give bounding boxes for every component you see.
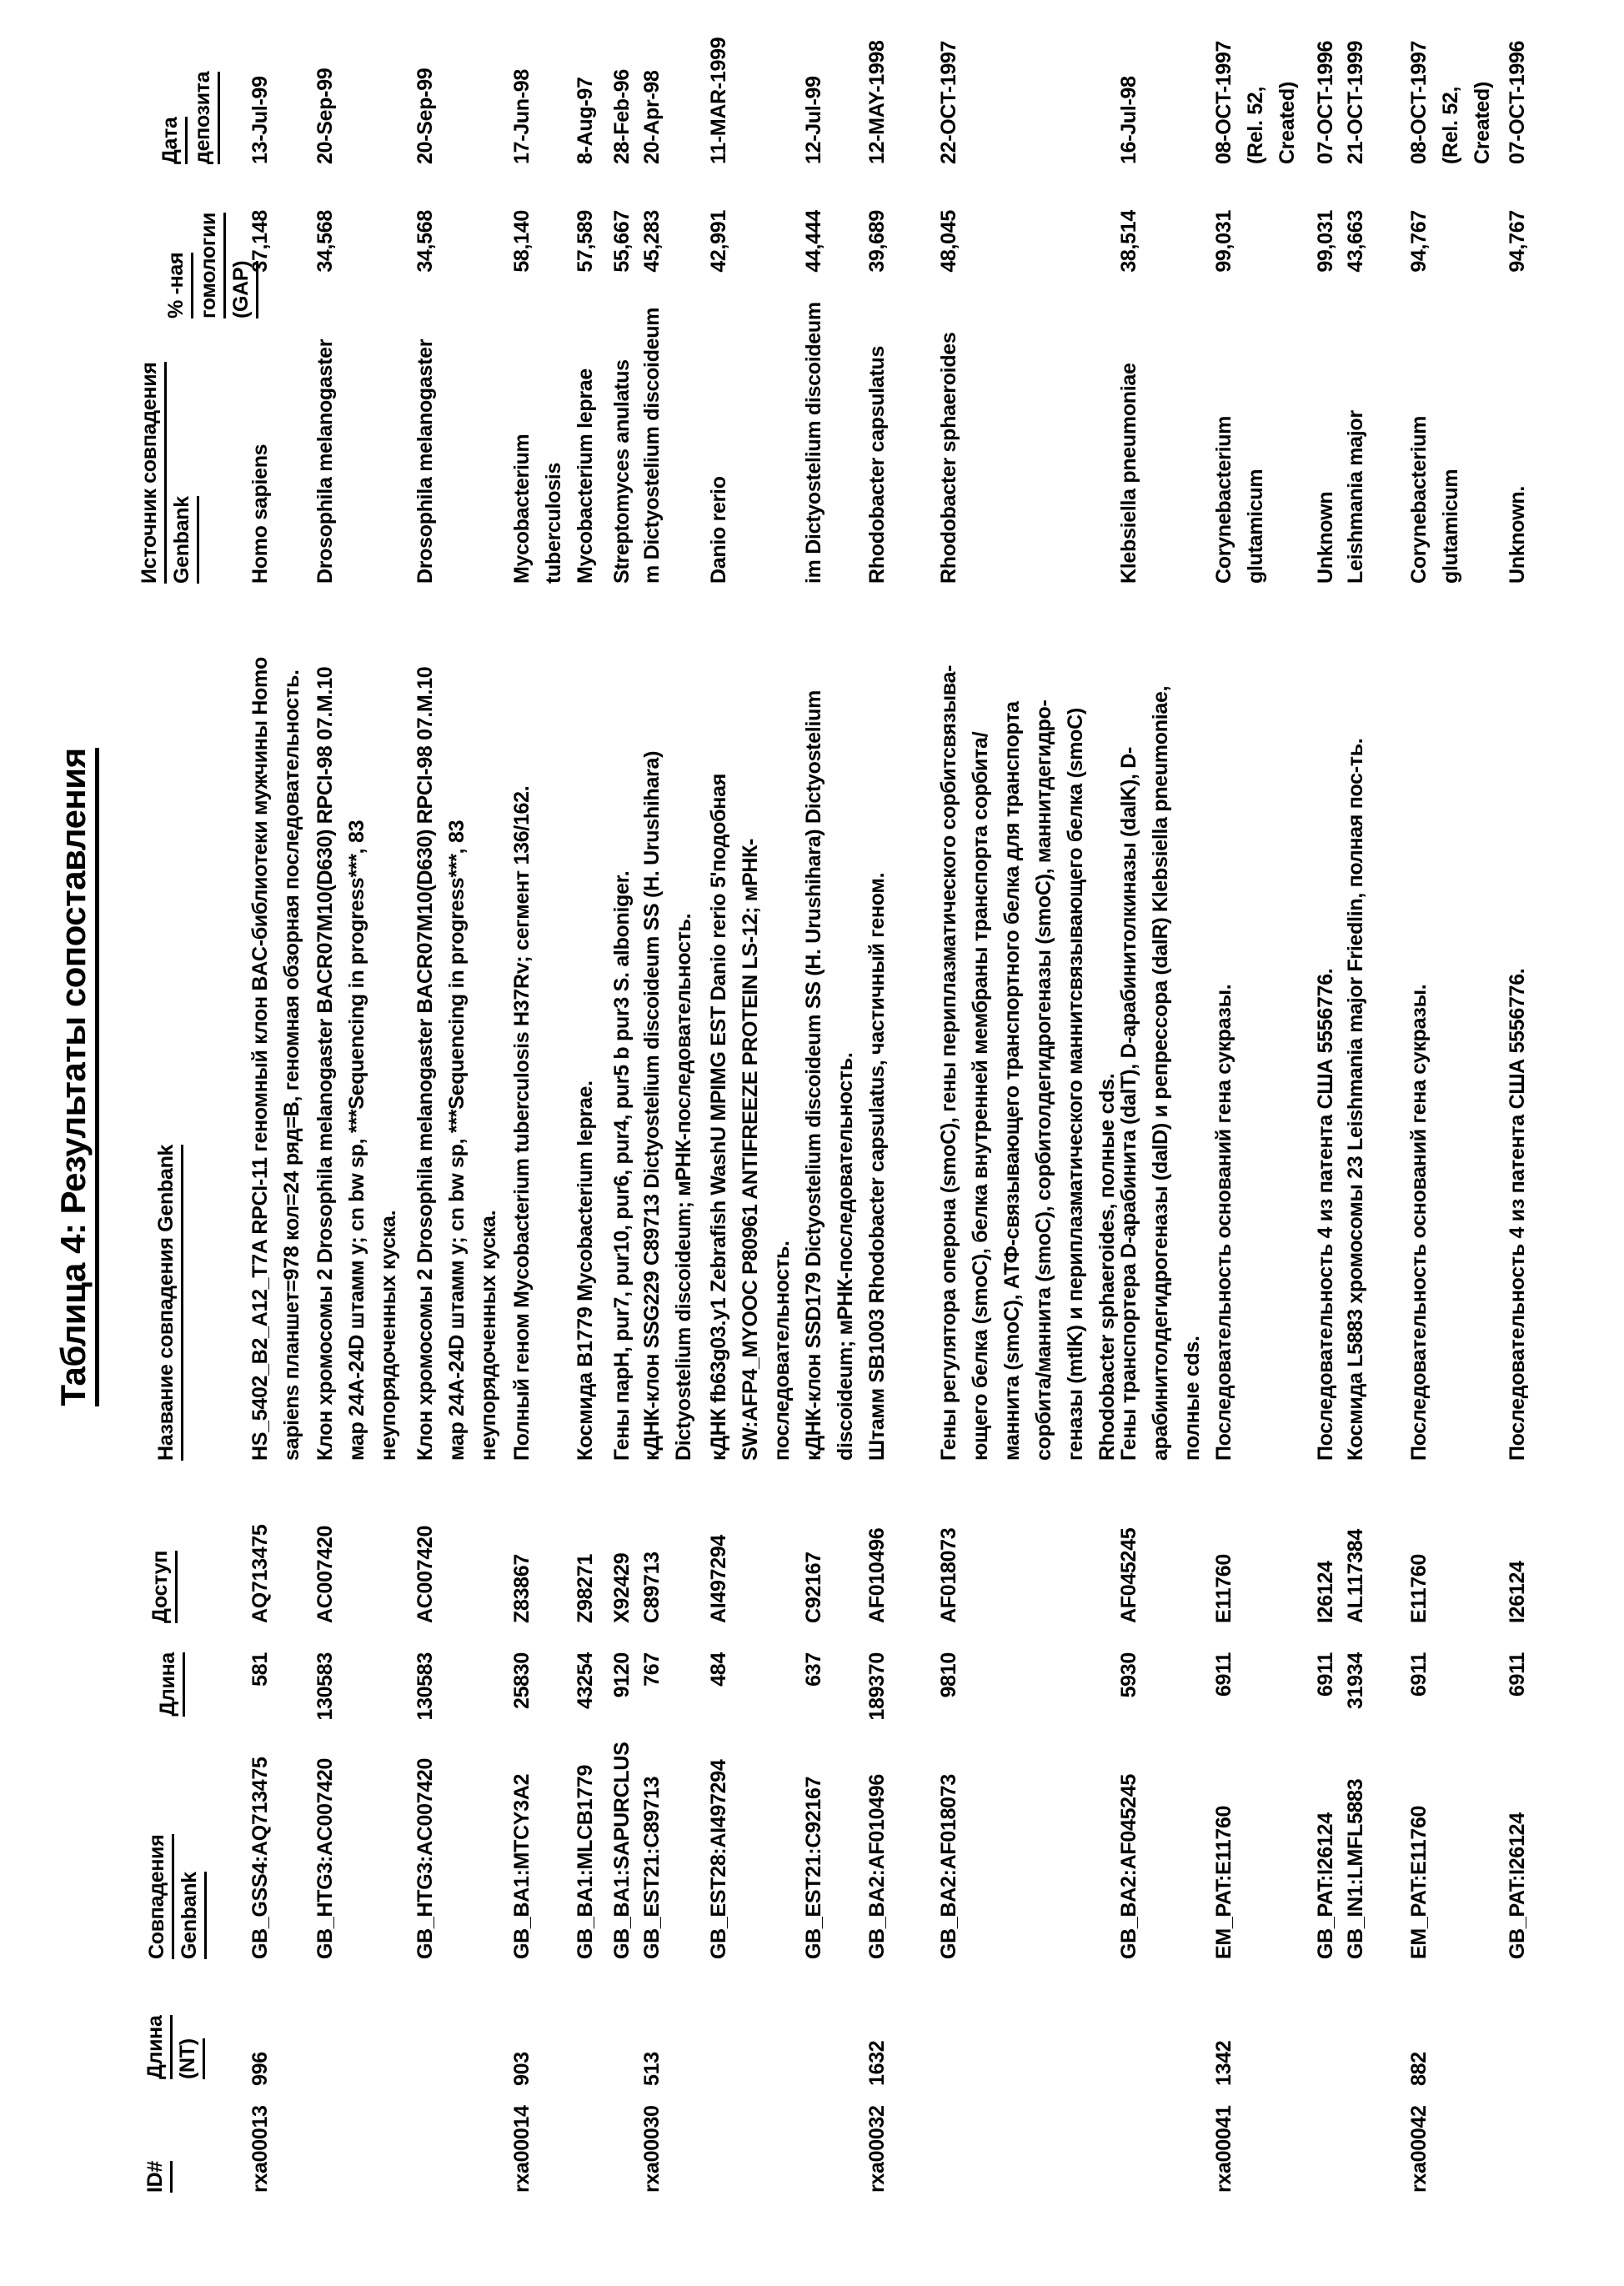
cell-genbank-match-value: EM_PAT:E11760 <box>1212 1805 1236 1959</box>
cell-match-source <box>933 333 965 584</box>
cell-match-name-line: Клон хромосомы 2 Drosophila melanogaster BACR07M10(D630) RPCI-98 07.M.10 <box>414 666 437 1461</box>
cell-match-name-line: Последовательность 4 из патента США 5556776. <box>1506 968 1529 1461</box>
cell-match-source-line: m Dictyostelium discoideum <box>640 307 664 584</box>
cell-length-value: 767 <box>640 1652 664 1687</box>
cell-accession <box>636 1552 668 1623</box>
cell-match-source-line: im Dictyostelium discoideum <box>802 302 825 584</box>
cell-match-source <box>1340 410 1371 584</box>
cell-accession <box>1403 1554 1435 1623</box>
cell-accession <box>606 1553 638 1623</box>
cell-genbank-match-value: GB_BA1:SAPURCLUS <box>610 1742 634 1959</box>
cell-deposit-date <box>703 38 734 164</box>
cell-accession-value: AF045245 <box>1117 1527 1140 1623</box>
cell-length <box>244 1652 276 1744</box>
cell-deposit-date-line: 17-Jun-98 <box>510 68 534 164</box>
cell-homology-percent-value: 37,148 <box>248 210 272 273</box>
column-header-nt-length: Длина (NT) <box>140 2015 205 2079</box>
cell-genbank-match <box>569 1765 601 1959</box>
cell-nt-length <box>1208 2041 1240 2086</box>
cell-match-source-line: Streptomyces anulatus <box>610 359 634 584</box>
cell-accession <box>569 1554 601 1623</box>
cell-genbank-match <box>1310 1812 1341 1959</box>
cell-genbank-match <box>244 1757 276 1959</box>
cell-deposit-date <box>244 76 276 164</box>
column-header-homology-percent: % -ная гомологии (GAP) <box>161 213 258 318</box>
cell-deposit-date <box>798 76 830 164</box>
cell-homology-percent <box>309 210 341 318</box>
cell-length <box>703 1652 734 1744</box>
cell-accession-value: C92167 <box>802 1552 825 1623</box>
cell-genbank-match-value: GB_EST21:C92167 <box>802 1776 825 1959</box>
cell-nt-length-value: 882 <box>1407 2052 1431 2086</box>
cell-nt-length <box>506 2052 538 2086</box>
cell-deposit-date-line: 11-MAR-1999 <box>707 37 730 164</box>
cell-accession <box>798 1552 830 1623</box>
cell-deposit-date <box>1340 41 1371 164</box>
cell-genbank-match <box>309 1758 341 1959</box>
cell-accession-value: AL117384 <box>1344 1529 1367 1623</box>
cell-genbank-match <box>506 1774 538 1959</box>
cell-length-value: 130583 <box>414 1652 437 1721</box>
cell-length-value: 6911 <box>1314 1652 1337 1697</box>
cell-match-name-line: мар 24A-24D штамм y; cn bw sp, ***Sequencing in progress***, 83 <box>345 820 368 1461</box>
cell-match-source-line: glutamicum <box>1244 469 1267 584</box>
cell-genbank-match <box>861 1774 893 1959</box>
cell-homology-percent <box>861 210 893 318</box>
cell-length-value: 9810 <box>937 1652 960 1698</box>
cell-deposit-date <box>933 41 965 164</box>
cell-match-name <box>636 751 699 1461</box>
cell-accession <box>244 1524 276 1623</box>
cell-genbank-match-value: GB_BA1:MLCB1779 <box>574 1764 597 1959</box>
cell-accession-value: E11760 <box>1407 1553 1431 1623</box>
cell-deposit-date-line: 8-Aug-97 <box>574 77 597 164</box>
cell-match-name <box>606 871 638 1461</box>
cell-match-name <box>1501 969 1533 1461</box>
cell-match-name-line: неупорядоченных куска. <box>477 1210 500 1461</box>
cell-length-value: 581 <box>248 1652 272 1687</box>
cell-genbank-match-value: GB_HTG3:AC007420 <box>313 1757 337 1959</box>
cell-sequence-id <box>1403 2105 1435 2193</box>
cell-match-source-line: Unknown <box>1314 491 1337 584</box>
cell-length <box>569 1652 601 1744</box>
cell-length-value: 25830 <box>510 1652 534 1710</box>
cell-match-name <box>798 690 861 1461</box>
cell-accession-value: AF018073 <box>937 1527 960 1623</box>
cell-deposit-date <box>636 70 668 164</box>
cell-deposit-date <box>1113 76 1145 164</box>
cell-deposit-date-line: 20-Sep-99 <box>414 68 437 164</box>
cell-match-name-line: Полный геном Mycobacterium tuberculosis H37Rv; сегмент 136/162. <box>510 785 534 1461</box>
cell-match-name-line: Космида L5883 хромосомы 23 Leishmania major Friedlin, полная пос-ть. <box>1344 738 1367 1461</box>
cell-genbank-match-value: GB_BA1:MTCY3A2 <box>510 1773 534 1959</box>
cell-match-source <box>606 359 638 584</box>
cell-match-source <box>569 368 601 584</box>
cell-nt-length <box>636 2052 668 2086</box>
cell-homology-percent-value: 44,444 <box>802 210 825 273</box>
cell-length <box>1403 1652 1435 1744</box>
column-header-accession: Доступ <box>145 1551 178 1623</box>
cell-match-source <box>506 434 569 584</box>
cell-deposit-date <box>309 68 341 164</box>
cell-match-name <box>1208 985 1240 1461</box>
cell-genbank-match-value: GB_BA2:AF010496 <box>865 1774 889 1959</box>
cell-match-name <box>409 667 504 1461</box>
column-header-length: Длина <box>153 1652 185 1744</box>
cell-length <box>1340 1652 1371 1744</box>
cell-nt-length <box>861 2041 893 2086</box>
cell-deposit-date-line: (Rel. 52, <box>1244 86 1267 164</box>
cell-match-name-line: sapiens планшет=978 кол=24 ряд=В, геномная обзорная последовательность. <box>280 669 303 1461</box>
cell-match-source-line: tuberculosis <box>542 462 565 584</box>
cell-match-name-line: ющего белка (smoC), белка внутренней мембраны транспорта сорбита/ <box>969 731 992 1461</box>
cell-match-name-line: Космида B1779 Mycobacterium leprae. <box>574 1080 597 1461</box>
cell-length-value: 189370 <box>865 1652 889 1721</box>
cell-accession <box>1208 1554 1240 1623</box>
cell-match-name-line: сорбита/маннита (smoC), сорбитолдегидрогеназы (smoC), маннитдегидро- <box>1032 699 1055 1461</box>
cell-sequence-id <box>244 2105 276 2193</box>
cell-length <box>861 1652 893 1744</box>
cell-sequence-id <box>1208 2105 1240 2193</box>
cell-deposit-date <box>1403 41 1498 164</box>
cell-accession-value: Z83867 <box>510 1554 534 1623</box>
cell-deposit-date-line: 28-Feb-96 <box>610 68 634 164</box>
cell-genbank-match <box>1340 1779 1371 1959</box>
cell-accession-value: C89713 <box>640 1552 664 1623</box>
cell-match-name-line: неупорядоченных куска. <box>377 1210 400 1461</box>
cell-match-name-line: HS_5402_B2_A12_T7A RPCI-11 геномный клон BAC-библиотеки мужчины Homo <box>248 657 272 1461</box>
cell-match-name-line: Dictyostelium discoideum; мРНК-последовательность. <box>672 913 695 1461</box>
cell-match-source <box>636 308 668 584</box>
cell-homology-percent <box>569 210 601 318</box>
cell-sequence-id-value: rxa00041 <box>1212 2105 1236 2193</box>
cell-match-source-line: Danio rerio <box>707 476 730 584</box>
column-header-deposit-date: Дата депозита <box>155 72 220 164</box>
cell-nt-length <box>1403 2052 1435 2086</box>
cell-match-name <box>309 667 404 1461</box>
cell-deposit-date <box>569 77 601 164</box>
cell-accession <box>309 1526 341 1623</box>
cell-genbank-match-value: GB_PAT:I26124 <box>1506 1812 1529 1959</box>
cell-deposit-date-line: 07-OCT-1996 <box>1506 40 1529 164</box>
cell-length <box>506 1652 538 1744</box>
cell-match-name-line: Гены парН, pur7, pur10, pur6, pur4, pur5 b pur3 S. alboniger. <box>610 870 634 1461</box>
cell-match-name <box>1403 985 1435 1461</box>
cell-match-source <box>1310 492 1341 584</box>
cell-match-source-line: Mycobacterium leprae <box>574 368 597 584</box>
cell-homology-percent-value: 43,663 <box>1344 210 1367 273</box>
cell-deposit-date <box>861 40 893 164</box>
cell-deposit-date-line: 08-OCT-1997 <box>1407 40 1431 164</box>
column-header-id: ID# <box>140 2161 173 2193</box>
cell-match-source-line: Klebsiella pneumoniae <box>1117 363 1140 584</box>
cell-homology-percent <box>506 210 538 318</box>
cell-homology-percent-value: 55,667 <box>610 210 634 273</box>
cell-accession-value: AC007420 <box>414 1525 437 1623</box>
cell-length-value: 5930 <box>1117 1652 1140 1698</box>
cell-match-source-line: Rhodobacter capsulatus <box>865 345 889 584</box>
cell-match-name <box>506 786 538 1461</box>
cell-accession-value: E11760 <box>1212 1553 1236 1623</box>
cell-length-value: 6911 <box>1212 1652 1236 1697</box>
cell-deposit-date-line: 13-Jul-99 <box>248 76 272 164</box>
cell-accession <box>703 1535 734 1623</box>
cell-genbank-match-value: GB_BA2:AF045245 <box>1117 1774 1140 1959</box>
cell-homology-percent <box>798 210 830 318</box>
cell-length-value: 9120 <box>610 1652 634 1698</box>
cell-accession-value: AQ713475 <box>248 1524 272 1623</box>
cell-homology-percent <box>606 210 638 318</box>
cell-accession <box>1340 1529 1371 1623</box>
cell-deposit-date <box>1501 41 1533 164</box>
cell-match-source-line: glutamicum <box>1439 469 1462 584</box>
cell-homology-percent <box>1403 210 1435 318</box>
cell-match-name-line: Клон хромосомы 2 Drosophila melanogaster BACR07M10(D630) RPCI-98 07.M.10 <box>313 666 337 1461</box>
cell-match-name-line: discoideum; мРНК-последовательность. <box>834 1052 857 1461</box>
cell-homology-percent-value: 58,140 <box>510 210 534 273</box>
cell-genbank-match-value: GB_PAT:I26124 <box>1314 1812 1337 1959</box>
cell-deposit-date-line: 16-Jul-98 <box>1117 76 1140 164</box>
cell-homology-percent <box>703 210 734 318</box>
cell-length-value: 31934 <box>1344 1652 1367 1710</box>
column-header-genbank-match: Совпадения Genbank <box>142 1834 207 1959</box>
cell-deposit-date-line: (Rel. 52, <box>1439 86 1462 164</box>
cell-match-source <box>244 444 276 584</box>
cell-genbank-match-value: GB_BA2:AF018073 <box>937 1774 960 1959</box>
cell-match-name-line: Последовательность оснований гена сукразы. <box>1407 984 1431 1461</box>
cell-genbank-match <box>636 1777 668 1959</box>
cell-accession <box>409 1526 441 1623</box>
cell-length <box>606 1652 638 1744</box>
cell-match-source-line: Rhodobacter sphaeroides <box>937 332 960 584</box>
cell-sequence-id <box>506 2105 538 2193</box>
cell-length-value: 637 <box>802 1652 825 1687</box>
cell-length-value: 6911 <box>1506 1652 1529 1697</box>
cell-homology-percent <box>636 210 668 318</box>
cell-genbank-match <box>409 1758 441 1959</box>
cell-match-source <box>798 302 830 584</box>
cell-deposit-date <box>1310 41 1341 164</box>
cell-match-name-line: Гены транспортера D-арабинита (dalT), D-арабинитолкиназы (dalK), D- <box>1117 746 1140 1461</box>
cell-match-name-line: Последовательность 4 из патента США 5556776. <box>1314 968 1337 1461</box>
cell-homology-percent <box>1113 210 1145 318</box>
cell-length <box>1310 1652 1341 1744</box>
cell-sequence-id-value: rxa00032 <box>865 2105 889 2193</box>
cell-homology-percent <box>1501 210 1533 318</box>
cell-sequence-id-value: rxa00030 <box>640 2105 664 2193</box>
cell-length <box>1501 1652 1533 1744</box>
cell-accession <box>1501 1561 1533 1623</box>
cell-match-source <box>703 476 734 584</box>
cell-match-name <box>861 873 893 1461</box>
cell-sequence-id-value: rxa00042 <box>1407 2105 1431 2193</box>
cell-accession-value: I26124 <box>1314 1561 1337 1623</box>
cell-match-name <box>244 657 308 1461</box>
cell-match-source-line: Mycobacterium <box>510 434 534 584</box>
cell-match-source-line: Corynebacterium <box>1407 415 1431 584</box>
cell-match-name-line: Штамм SB1003 Rhodobacter capsulatus, частичный геном. <box>865 872 889 1461</box>
cell-length <box>636 1652 668 1744</box>
cell-match-name <box>1340 739 1371 1461</box>
cell-genbank-match <box>1501 1812 1533 1959</box>
cell-homology-percent <box>933 210 965 318</box>
cell-match-source <box>1113 363 1145 584</box>
cell-match-name <box>703 774 798 1461</box>
column-header-match-source: Источник совпадения Genbank <box>134 362 199 584</box>
cell-genbank-match-value: GB_HTG3:AC007420 <box>414 1757 437 1959</box>
cell-match-name-line: кДНК-клон SSG229 C89713 Dictyostelium discoideum SS (H. Urushihara) <box>640 750 664 1461</box>
cell-homology-percent-value: 94,767 <box>1407 210 1431 273</box>
cell-accession <box>506 1554 538 1623</box>
cell-length-value: 484 <box>707 1652 730 1687</box>
cell-homology-percent-value: 45,283 <box>640 210 664 273</box>
cell-sequence-id <box>861 2105 893 2193</box>
cell-length <box>1208 1652 1240 1744</box>
cell-homology-percent <box>244 210 276 318</box>
cell-deposit-date-line: 12-MAY-1998 <box>865 40 889 164</box>
cell-deposit-date <box>409 68 441 164</box>
cell-deposit-date <box>506 69 538 164</box>
cell-nt-length-value: 1342 <box>1212 2040 1236 2086</box>
cell-deposit-date <box>606 69 638 164</box>
cell-accession-value: AF010496 <box>865 1527 889 1623</box>
cell-sequence-id <box>636 2105 668 2193</box>
cell-match-name-line: SW:AFP4_MYOOC P80961 ANTIFREEZE PROTEIN LS-12; мРНК- <box>739 838 762 1461</box>
cell-match-source <box>309 339 341 584</box>
cell-accession <box>1310 1561 1341 1623</box>
cell-homology-percent-value: 99,031 <box>1314 210 1337 273</box>
cell-genbank-match <box>1113 1774 1145 1959</box>
cell-accession-value: Z98271 <box>574 1554 597 1623</box>
cell-accession-value: AC007420 <box>313 1525 337 1623</box>
cell-match-source <box>1501 486 1533 584</box>
cell-nt-length-value: 903 <box>510 2052 534 2086</box>
cell-accession-value: X92429 <box>610 1552 634 1623</box>
cell-match-name-line: кДНК fb63g03.y1 Zebrafish WashU MPIMG EST Danio rerio 5'подобная <box>707 774 730 1461</box>
cell-deposit-date-line: 12-Jul-99 <box>802 76 825 164</box>
cell-match-name-line: маннита (smoC), АТФ-связывающего транспортного белка для транспорта <box>1000 701 1024 1461</box>
cell-accession-value: AI497294 <box>707 1534 730 1623</box>
cell-genbank-match <box>933 1774 965 1959</box>
cell-match-name-line: Гены регулятора оперона (smoC), гены периплазматического сорбитсвязыва- <box>937 664 960 1461</box>
cell-homology-percent-value: 42,991 <box>707 210 730 273</box>
cell-match-name-line: арабинитолдегидрогеназы (dalD) и репрессора (dalR) Klebsiella pneumoniae, <box>1149 685 1172 1461</box>
cell-match-name <box>1310 969 1341 1461</box>
cell-length <box>933 1652 965 1744</box>
cell-nt-length-value: 996 <box>248 2052 272 2086</box>
cell-match-name-line: Rhodobacter sphaeroides, полные cds. <box>1095 1073 1119 1461</box>
cell-deposit-date-line: 20-Apr-98 <box>640 70 664 164</box>
cell-homology-percent-value: 99,031 <box>1212 210 1236 273</box>
cell-length-value: 43254 <box>574 1652 597 1710</box>
cell-match-source <box>861 346 893 584</box>
cell-match-source-line: Corynebacterium <box>1212 415 1236 584</box>
cell-genbank-match <box>798 1777 830 1959</box>
page-title-text: Таблица 4: Результаты сопоставления <box>53 748 99 1406</box>
cell-match-name-line: кДНК-клон SSD179 Dictyostelium discoideum SS (H. Urushihara) Dictyostelium <box>802 690 825 1461</box>
page-title <box>53 702 93 1452</box>
cell-homology-percent-value: 94,767 <box>1506 210 1529 273</box>
cell-deposit-date-line: Created) <box>1471 81 1494 164</box>
cell-deposit-date-line: 21-OCT-1999 <box>1344 40 1367 164</box>
cell-deposit-date-line: 07-OCT-1996 <box>1314 40 1337 164</box>
cell-sequence-id-value: rxa00014 <box>510 2105 534 2193</box>
cell-homology-percent <box>409 210 441 318</box>
cell-match-name <box>569 1080 601 1461</box>
cell-length-value: 6911 <box>1407 1652 1431 1697</box>
column-header-match-name: Название совпадения Genbank <box>151 1145 183 1461</box>
cell-deposit-date <box>1208 41 1303 164</box>
cell-genbank-match <box>1208 1806 1240 1959</box>
cell-match-name <box>1113 686 1208 1461</box>
cell-homology-percent-value: 38,514 <box>1117 210 1140 273</box>
cell-length <box>309 1652 341 1744</box>
cell-length <box>409 1652 441 1744</box>
cell-genbank-match-value: GB_GSS4:AQ713475 <box>248 1757 272 1959</box>
cell-match-source-line: Homo sapiens <box>248 444 272 584</box>
cell-homology-percent <box>1340 210 1371 318</box>
cell-nt-length-value: 513 <box>640 2052 664 2086</box>
cell-match-source <box>1403 416 1466 584</box>
cell-genbank-match-value: GB_EST28:AI497294 <box>707 1759 730 1959</box>
cell-match-source-line: Drosophila melanogaster <box>313 338 337 584</box>
cell-match-name-line: мар 24A-24D штамм y; cn bw sp, ***Sequencing in progress***, 83 <box>445 820 469 1461</box>
cell-homology-percent-value: 39,689 <box>865 210 889 273</box>
cell-length <box>798 1652 830 1744</box>
cell-homology-percent <box>1310 210 1341 318</box>
cell-match-name <box>933 665 1123 1461</box>
cell-accession <box>861 1528 893 1623</box>
cell-accession <box>1113 1528 1145 1623</box>
cell-nt-length <box>244 2052 276 2086</box>
cell-match-source <box>1208 416 1271 584</box>
cell-genbank-match-value: GB_IN1:LMFL5883 <box>1344 1778 1367 1959</box>
cell-match-source <box>409 339 441 584</box>
cell-homology-percent-value: 48,045 <box>937 210 960 273</box>
cell-genbank-match-value: GB_EST21:C89713 <box>640 1776 664 1959</box>
cell-match-source-line: Drosophila melanogaster <box>414 338 437 584</box>
cell-match-source-line: Unknown. <box>1506 485 1529 584</box>
cell-homology-percent-value: 57,589 <box>574 210 597 273</box>
cell-homology-percent-value: 34,568 <box>414 210 437 273</box>
cell-nt-length-value: 1632 <box>865 2040 889 2086</box>
cell-genbank-match <box>1403 1806 1435 1959</box>
cell-deposit-date-line: 20-Sep-99 <box>313 68 337 164</box>
cell-accession-value: I26124 <box>1506 1561 1529 1623</box>
cell-deposit-date-line: 22-OCT-1997 <box>937 40 960 164</box>
cell-deposit-date-line: Created) <box>1276 81 1299 164</box>
cell-match-source-line: Leishmania major <box>1344 410 1367 584</box>
cell-length-value: 130583 <box>313 1652 337 1721</box>
cell-sequence-id-value: rxa00013 <box>248 2105 272 2193</box>
cell-genbank-match <box>606 1742 638 1959</box>
cell-homology-percent-value: 34,568 <box>313 210 337 273</box>
cell-homology-percent <box>1208 210 1240 318</box>
cell-length <box>1113 1652 1145 1744</box>
cell-accession <box>933 1528 965 1623</box>
cell-match-name-line: последовательность. <box>770 1241 794 1461</box>
cell-match-name-line: полные cds. <box>1180 1336 1204 1461</box>
cell-match-name-line: Последовательность оснований гена сукразы. <box>1212 984 1236 1461</box>
cell-match-name-line: геназы (mtlK) и периплазматического маннитсвязывающего белка (smoC) <box>1064 708 1087 1461</box>
cell-genbank-match-value: EM_PAT:E11760 <box>1407 1805 1431 1959</box>
cell-genbank-match <box>703 1760 734 1959</box>
cell-deposit-date-line: 08-OCT-1997 <box>1212 40 1236 164</box>
